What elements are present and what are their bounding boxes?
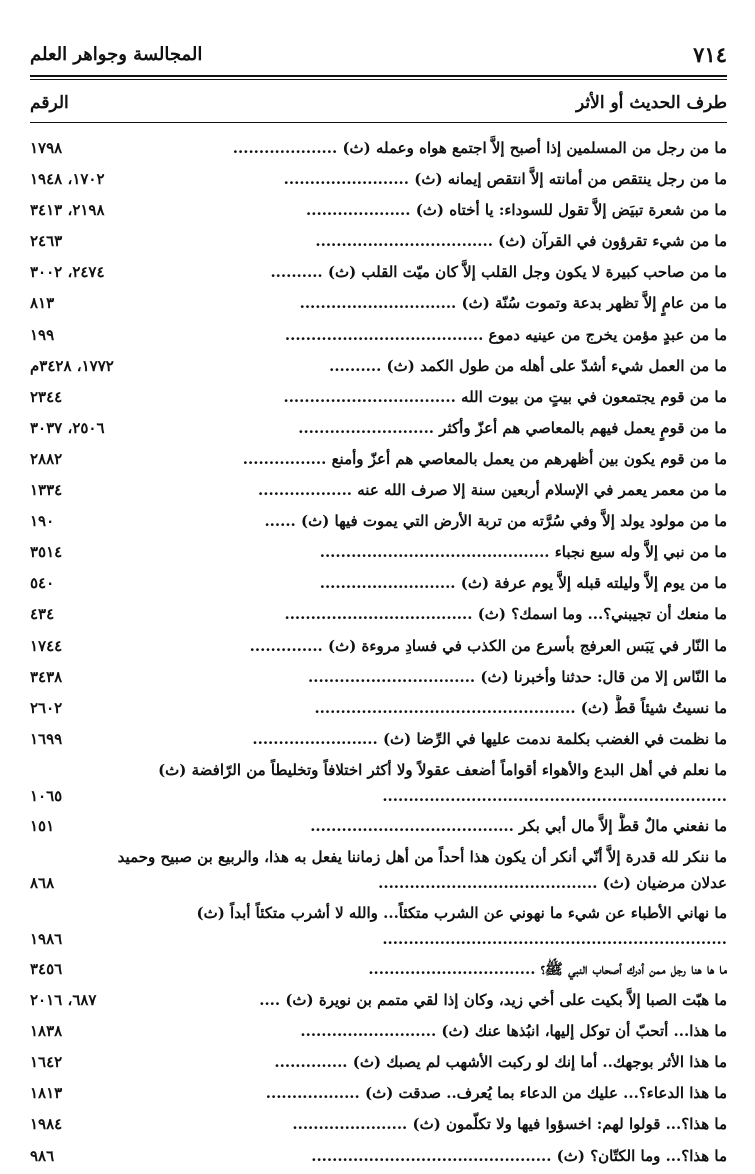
entry-text: ما من شيء تقرؤون في القرآن (ث) .................................. [315, 232, 727, 251]
entry-text: ما هذا... أتحبّ أن توكل إليها، انبُذها عنك (ث) .......................... [300, 1022, 727, 1041]
book-title: المجالسة وجواهر العلم [30, 43, 203, 65]
index-entry [30, 322, 727, 348]
entry-number: ٣٤٣٨ [30, 667, 63, 686]
index-entry [30, 446, 727, 472]
entry-text: ما نعلم في أهل البدع والأهواء أقواماً أضعف عقولاً ولا أكثر اختلافاً وتخليطاً من الرّافضة (ث) .................................................................. [158, 760, 727, 805]
entry-number: ٨٦٨ [30, 873, 55, 892]
index-entry [30, 900, 727, 952]
entry-number: ١٠٦٥ [30, 786, 63, 805]
entry-number: ١٩٨٤ [30, 1115, 63, 1134]
entry-text: ما من قومٍ يعمل فيهم بالمعاصي هم أعزّ وأكثر .......................... [298, 418, 727, 437]
entry-number: ١٧٠٢، ١٩٤٨ [30, 170, 105, 189]
index-entry [30, 290, 727, 316]
entry-number: ٤٣٤ [30, 605, 55, 624]
entry-text: ما هذا الأثر بوجهك.. أما إنك لو ركبت الأشهب لم يصبك (ث) .............. [274, 1053, 727, 1072]
entry-number: ٩٨٦ [30, 1146, 55, 1165]
index-entry [30, 601, 727, 627]
header-rule [30, 75, 727, 77]
index-entry [30, 353, 727, 379]
entry-text: ما نفعني مالٌ قطُّ إلاَّ مال أبي بكر ....................................... [310, 816, 727, 835]
index-entry [30, 813, 727, 839]
entry-text: ما من عبدٍ مؤمن يخرج من عينيه دموع ...................................... [284, 325, 727, 344]
entry-number: ١٨٣٨ [30, 1022, 63, 1041]
entry-text: ما نسيتُ شيئاً قطُّ (ث) .................................................. [314, 698, 727, 717]
entry-number: ١٧٤٤ [30, 636, 63, 655]
entry-number: ٣٥١٤ [30, 543, 63, 562]
entry-number: ١٩٠ [30, 512, 55, 531]
entry-text: ما ها هنا رجل ممن أدرك أصحاب النبي ﷺ؟ ................................ [368, 959, 727, 978]
index-entry [30, 1049, 727, 1075]
index-entry [30, 844, 727, 896]
index-entry [30, 1143, 727, 1169]
entry-number: ٨١٣ [30, 294, 55, 313]
entry-text: ما نهاني الأطباء عن شيء ما نهوني عن الشرب متكئاً... والله لا أشرب متكئاً أبداً (ث) .................................................................. [196, 903, 727, 948]
entry-number: ٥٤٠ [30, 574, 55, 593]
entry-text: ما من قوم يجتمعون في بيتٍ من بيوت الله ................................. [283, 387, 727, 406]
index-entry [30, 757, 727, 809]
entry-number: ٢٣٤٤ [30, 387, 63, 406]
entry-number: ٢١٩٨، ٣٤١٣ [30, 201, 105, 220]
index-entry [30, 415, 727, 441]
index-entry [30, 633, 727, 659]
entry-number: ٢٦٠٢ [30, 698, 63, 717]
index-entry [30, 1018, 727, 1044]
entry-text: ما منعك أن تجيبني؟... وما اسمك؟ (ث) .................................... [284, 605, 727, 624]
entry-text: ما من يوم إلاَّ وليلته قبله إلاَّ يوم عرفة (ث) .......................... [319, 574, 727, 593]
index-entry [30, 987, 727, 1013]
entry-number: ٢٤٦٣ [30, 232, 63, 251]
entry-text: ما هذا؟... قولوا لهم: اخسؤوا فيها ولا تكلّمون (ث) ...................... [292, 1115, 727, 1134]
entry-text: ما من عامٍ إلاَّ تظهر بدعة وتموت سُنّة (ث) .............................. [299, 294, 727, 313]
entry-text: ما من مولود يولد إلاَّ وفي سُرَّته من تربة الأرض التي يموت فيها (ث) ...... [264, 512, 727, 531]
column-heading-text: طرف الحديث أو الأثر [576, 93, 727, 113]
entry-number: ٢٨٨٢ [30, 449, 63, 468]
index-entry [30, 664, 727, 690]
entry-text: ما من قوم يكون بين أظهرهم من يعمل بالمعاصي هم أعزّ وأمنع ................ [242, 449, 727, 468]
index-entries [30, 135, 727, 1174]
entry-number: ١٧٩٨ [30, 139, 63, 157]
index-entry [30, 508, 727, 534]
entry-number: ٣٤٥٦ [30, 959, 63, 978]
entry-text: ما من رجل من المسلمين إذا أصبح إلاَّ اجتمع هواه وعمله (ث) .................... [232, 139, 727, 157]
entry-number: ٢٥٠٦، ٣٠٣٧ [30, 418, 105, 437]
entry-text: ما من معمر يعمر في الإسلام أربعين سنة إلا صرف الله عنه .................. [258, 481, 727, 500]
column-heading-number: الرقم [30, 93, 69, 113]
index-entry [30, 1111, 727, 1137]
entry-number: ١٣٣٤ [30, 481, 63, 500]
index-entry [30, 1080, 727, 1106]
index-entry [30, 956, 727, 982]
entry-text: ما هذا الدعاء؟... عليك من الدعاء بما يُعرف.. صدقت (ث) .................. [265, 1084, 727, 1103]
page-number: ٧١٤ [693, 41, 727, 67]
entry-text: ما النّار في يَبَس العرفج بأسرع من الكذب في فسادِ مروءة (ث) .............. [249, 636, 727, 655]
entry-text: ما النّاس إلا من قال: حدثنا وأخبرنا (ث) ................................ [308, 667, 727, 686]
index-entry [30, 228, 727, 254]
header-rule-thin [30, 79, 727, 80]
column-heading-rule [30, 122, 727, 123]
entry-text: ما من العمل شيء أشدّ على أهله من طول الكمد (ث) .......... [329, 356, 727, 375]
entry-text: ما هبّت الصبا إلاَّ بكيت على أخي زيد، وكان إذا لقي متمم بن نويرة (ث) .... [259, 991, 727, 1010]
index-entry [30, 166, 727, 192]
entry-number: ١٧٧٢، ٣٤٢٨م [30, 356, 114, 375]
index-entry [30, 259, 727, 285]
entry-text: ما هذا؟... وما الكتّان؟ (ث) .............................................. [311, 1146, 727, 1165]
entry-number: ١٦٤٢ [30, 1053, 63, 1072]
entry-text: ما من رجل ينتقص من أمانته إلاَّ انتقص إيمانه (ث) ........................ [283, 170, 727, 189]
entry-number: ١٦٩٩ [30, 729, 63, 748]
index-entry [30, 384, 727, 410]
index-entry [30, 477, 727, 503]
entry-number: ٢٤٧٤، ٣٠٠٢ [30, 263, 105, 282]
entry-text: ما من شعرة تبيَض إلاَّ تقول للسوداء: يا أختاه (ث) .................... [306, 201, 727, 220]
running-header [30, 38, 727, 70]
entry-number: ٦٨٧، ٢٠١٦ [30, 991, 97, 1010]
entry-text: ما ننكر لله قدرة إلاَّ أنّي أنكر أن يكون هذا أحداً من أهل زماننا يفعل به هذا، والربيع بن صبيح وحميد عدلان مرضيان (ث) .......................................... [117, 847, 727, 892]
entry-number: ١٩٨٦ [30, 929, 63, 948]
index-entry [30, 726, 727, 752]
entry-number: ١٩٩ [30, 325, 55, 344]
column-headings [30, 88, 727, 118]
index-entry [30, 197, 727, 223]
entry-number: ١٥١ [30, 816, 55, 835]
entry-number: ١٨١٣ [30, 1084, 63, 1103]
index-entry [30, 135, 727, 161]
entry-text: ما من نبي إلاَّ وله سبع نجباء ............................................ [319, 543, 727, 562]
index-entry [30, 539, 727, 565]
entry-text: ما نظمت في الغضب بكلمة ندمت عليها في الرِّضا (ث) ........................ [252, 729, 727, 748]
index-entry [30, 570, 727, 596]
index-entry [30, 695, 727, 721]
entry-text: ما من صاحب كبيرة لا يكون وجل القلب إلاَّ كان ميّت القلب (ث) .......... [270, 263, 727, 282]
